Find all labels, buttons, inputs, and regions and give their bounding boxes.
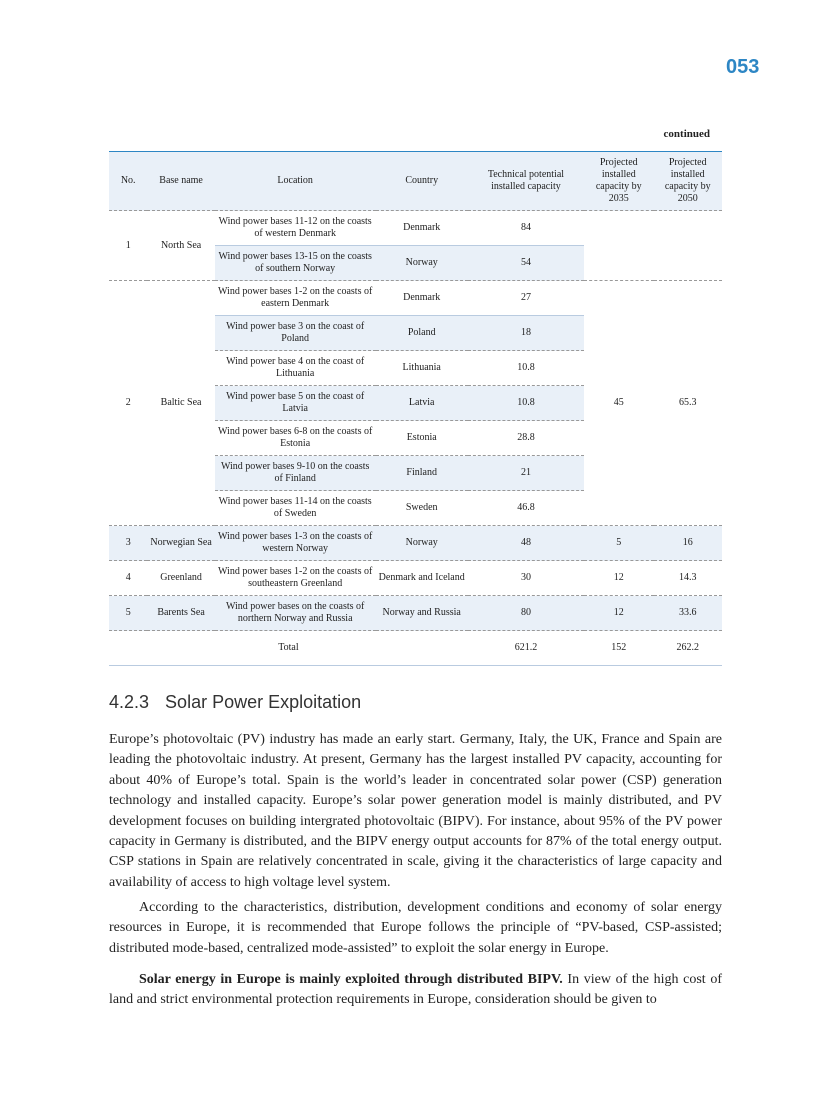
cell-base-name: Barents Sea	[147, 596, 214, 631]
cell-country: Finland	[376, 456, 468, 491]
cell-technical: 27	[468, 281, 584, 316]
cell-country: Denmark	[376, 211, 468, 246]
cell-projected-2035: 45	[584, 281, 653, 526]
cell-total-label: Total	[109, 631, 468, 666]
cell-country: Lithuania	[376, 351, 468, 386]
cell-country: Sweden	[376, 491, 468, 526]
cell-total-2050: 262.2	[654, 631, 723, 666]
page-number: 053	[726, 56, 760, 78]
cell-projected-2035: 12	[584, 596, 653, 631]
cell-technical: 80	[468, 596, 584, 631]
table-total-row	[109, 631, 722, 666]
cell-no: 1	[109, 211, 147, 281]
cell-location: Wind power base 3 on the coast of Poland	[215, 316, 376, 351]
cell-location: Wind power bases 1-2 on the coasts of southeastern Greenland	[215, 561, 376, 596]
cell-projected-2050: 65.3	[654, 281, 723, 526]
cell-location: Wind power bases 11-12 on the coasts of western Denmark	[215, 211, 376, 246]
header-projected-2050: Projected installed capacity by 2050	[654, 152, 723, 211]
cell-projected-2050	[654, 211, 723, 281]
cell-country: Estonia	[376, 421, 468, 456]
cell-location: Wind power bases 9-10 on the coasts of Finland	[215, 456, 376, 491]
cell-location: Wind power bases 13-15 on the coasts of southern Norway	[215, 246, 376, 281]
header-technical-potential: Technical potential installed capacity	[468, 152, 584, 211]
cell-no: 5	[109, 596, 147, 631]
cell-no: 4	[109, 561, 147, 596]
cell-projected-2050: 33.6	[654, 596, 723, 631]
section-title: Solar Power Exploitation	[165, 692, 362, 712]
section-heading	[109, 692, 361, 713]
cell-technical: 48	[468, 526, 584, 561]
body-paragraph: According to the characteristics, distribution, development conditions and economy of solar energy resources in Europe, it is recommended that Europe follows the principle of “PV-based, CSP-assisted; distributed mode-based, centralized mode-assisted” to exploit the solar energy in Europe.	[109, 900, 722, 956]
table-row	[109, 211, 722, 246]
table-row	[109, 526, 722, 561]
cell-country: Norway and Russia	[376, 596, 468, 631]
header-location: Location	[215, 152, 376, 211]
cell-projected-2035: 12	[584, 561, 653, 596]
cell-location: Wind power base 4 on the coast of Lithuania	[215, 351, 376, 386]
body-paragraph: Europe’s photovoltaic (PV) industry has made an early start. Germany, Italy, the UK, France and Spain are leading the photovoltaic industry. At present, Germany has the largest installed PV capacity, accounting for about 40% of Europe’s total. Spain is the world’s leader in concentrated solar power (CSP) generation technology and installed capacity. Europe’s solar power generation model is mainly distributed, and PV development focuses on building intergrated photovoltaic (BIPV). For instance, about 95% of the PV power capacity in Germany is distributed, and the BIPV energy output accounts for 87% of the total energy output. CSP stations in Spain are relatively concentrated in scale, giving it the characteristics of large capacity and availability of access to high voltage level system.	[109, 732, 722, 890]
table-continued-label: continued	[663, 128, 710, 140]
table-row	[109, 596, 722, 631]
cell-base-name: Baltic Sea	[147, 281, 214, 526]
cell-technical: 28.8	[468, 421, 584, 456]
table-header-row	[109, 152, 722, 211]
cell-location: Wind power bases 6-8 on the coasts of Estonia	[215, 421, 376, 456]
cell-location: Wind power bases 11-14 on the coasts of Sweden	[215, 491, 376, 526]
cell-technical: 30	[468, 561, 584, 596]
cell-location: Wind power bases on the coasts of northern Norway and Russia	[215, 596, 376, 631]
cell-base-name: North Sea	[147, 211, 214, 281]
cell-projected-2035: 5	[584, 526, 653, 561]
cell-location: Wind power bases 1-2 on the coasts of eastern Denmark	[215, 281, 376, 316]
cell-country: Norway	[376, 246, 468, 281]
cell-technical: 46.8	[468, 491, 584, 526]
table-row	[109, 281, 722, 316]
wind-power-bases-table	[109, 151, 722, 666]
section-number: 4.2.3	[109, 692, 150, 712]
cell-base-name: Greenland	[147, 561, 214, 596]
cell-base-name: Norwegian Sea	[147, 526, 214, 561]
paragraph-text: In view of the high cost of land and strict environmental protection requirements in Europe, consideration should be given to	[109, 972, 722, 1008]
bold-lead-sentence: Solar energy in Europe is mainly exploited through distributed BIPV.	[139, 972, 563, 987]
cell-location: Wind power bases 1-3 on the coasts of western Norway	[215, 526, 376, 561]
cell-projected-2050: 14.3	[654, 561, 723, 596]
table-row	[109, 561, 722, 596]
cell-technical: 18	[468, 316, 584, 351]
cell-projected-2035	[584, 211, 653, 281]
cell-country: Latvia	[376, 386, 468, 421]
header-projected-2035: Projected installed capacity by 2035	[584, 152, 653, 211]
cell-total-2035: 152	[584, 631, 653, 666]
cell-country: Denmark	[376, 281, 468, 316]
cell-no: 3	[109, 526, 147, 561]
header-base-name: Base name	[147, 152, 214, 211]
cell-country: Denmark and Iceland	[376, 561, 468, 596]
cell-technical: 54	[468, 246, 584, 281]
cell-country: Norway	[376, 526, 468, 561]
header-no: No.	[109, 152, 147, 211]
cell-technical: 10.8	[468, 351, 584, 386]
cell-no: 2	[109, 281, 147, 526]
body-paragraph	[109, 970, 722, 1011]
cell-country: Poland	[376, 316, 468, 351]
cell-technical: 10.8	[468, 386, 584, 421]
cell-location: Wind power base 5 on the coast of Latvia	[215, 386, 376, 421]
cell-total-technical: 621.2	[468, 631, 584, 666]
cell-technical: 84	[468, 211, 584, 246]
cell-technical: 21	[468, 456, 584, 491]
cell-projected-2050: 16	[654, 526, 723, 561]
header-country: Country	[376, 152, 468, 211]
